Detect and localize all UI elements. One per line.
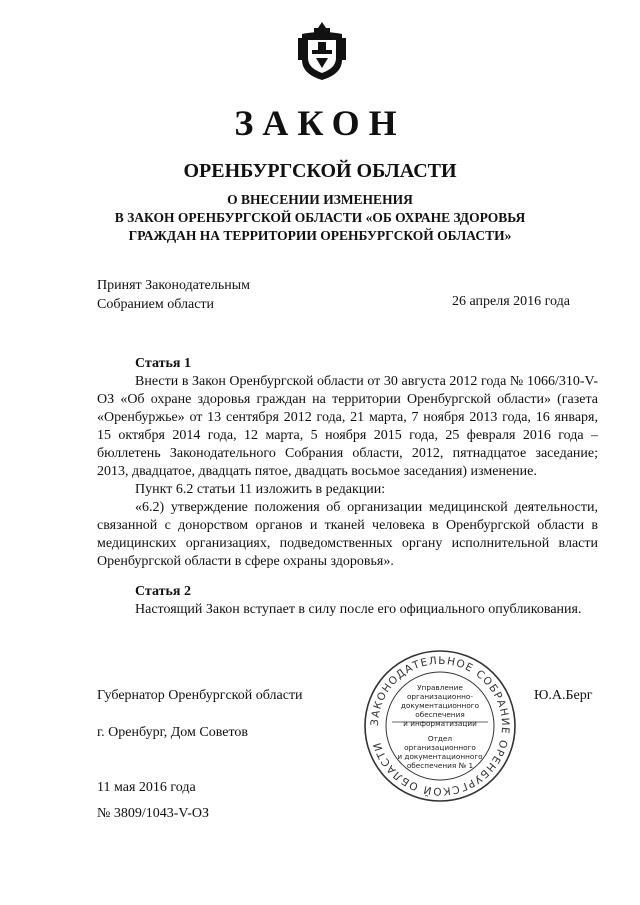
stamp-line: обеспечения <box>415 710 465 719</box>
stamp-line: Управление <box>417 683 463 692</box>
article-1-paragraph: Внести в Закон Оренбургской области от 30 августа 2012 года № 1066/310-V-ОЗ «Об охране здоровья граждан на территории Оренбургской области» (газета «Оренбуржье» от 13 сентября 2012 года, 21 марта, 7 ноября 2013 года, 16 января, 15 октября 2014 года, 12 марта, 5 ноября 2015 года, 25 февраля 2016 года – бюллетень Законодательного Собрания области, 2012, пятнадцатое заседание; 2013, двадцатое, двадцать пятое, двадцать восьмое заседания) изменение. <box>97 374 598 479</box>
article-2-paragraph: Настоящий Закон вступает в силу после его официального опубликования. <box>135 602 582 617</box>
law-number: № 3809/1043-V-ОЗ <box>97 806 210 821</box>
coat-of-arms-emblem <box>296 20 348 82</box>
law-body <box>97 355 598 619</box>
document-region: ОРЕНБУРГСКОЙ ОБЛАСТИ <box>183 160 457 182</box>
signatory-name: Ю.А.Берг <box>534 688 593 703</box>
article-1-paragraph: «6.2) утверждение положения об организации медицинской деятельности, связанной с донорством органов и тканей человека в Оренбургской области в медицинских организациях, подведомственных органу исполнительной власти Оренбургской области в сфере охраны здоровья». <box>97 500 598 569</box>
document-title: ЗАКОН <box>234 103 406 143</box>
stamp-ring-text: ЗАКОНОДАТЕЛЬНОЕ СОБРАНИЕ ОРЕНБУРГСКОЙ ОБЛАСТИ <box>368 654 512 798</box>
subtitle-line: ГРАЖДАН НА ТЕРРИТОРИИ ОРЕНБУРГСКОЙ ОБЛАСТИ» <box>128 228 512 243</box>
article-1-paragraph: Пункт 6.2 статьи 11 изложить в редакции: <box>135 482 386 497</box>
stamp-inner-text <box>393 683 487 770</box>
article-2-heading: Статья 2 <box>135 584 191 599</box>
adoption-line: Принят Законодательным <box>97 278 250 293</box>
stamp-line: и документационного <box>397 752 483 761</box>
adoption-block <box>97 276 250 314</box>
stamp-line: обеспечения № 1 <box>406 761 474 770</box>
document-subtitle <box>0 191 640 245</box>
signing-place: г. Оренбург, Дом Советов <box>97 725 248 740</box>
article-1-heading: Статья 1 <box>135 356 191 371</box>
subtitle-line: В ЗАКОН ОРЕНБУРГСКОЙ ОБЛАСТИ «ОБ ОХРАНЕ ЗДОРОВЬЯ <box>114 210 526 225</box>
adoption-line: Собранием области <box>97 297 215 312</box>
stamp-line: Отдел организационного <box>404 734 476 752</box>
adoption-date: 26 апреля 2016 года <box>452 294 570 309</box>
subtitle-line: О ВНЕСЕНИИ ИЗМЕНЕНИЯ <box>227 192 413 207</box>
signing-date: 11 мая 2016 года <box>97 780 196 795</box>
stamp-line: документационного <box>400 701 480 710</box>
stamp-line: организационно- <box>406 692 474 701</box>
stamp-line: и информатизации <box>403 719 477 728</box>
signatory-position: Губернатор Оренбургской области <box>97 688 303 703</box>
